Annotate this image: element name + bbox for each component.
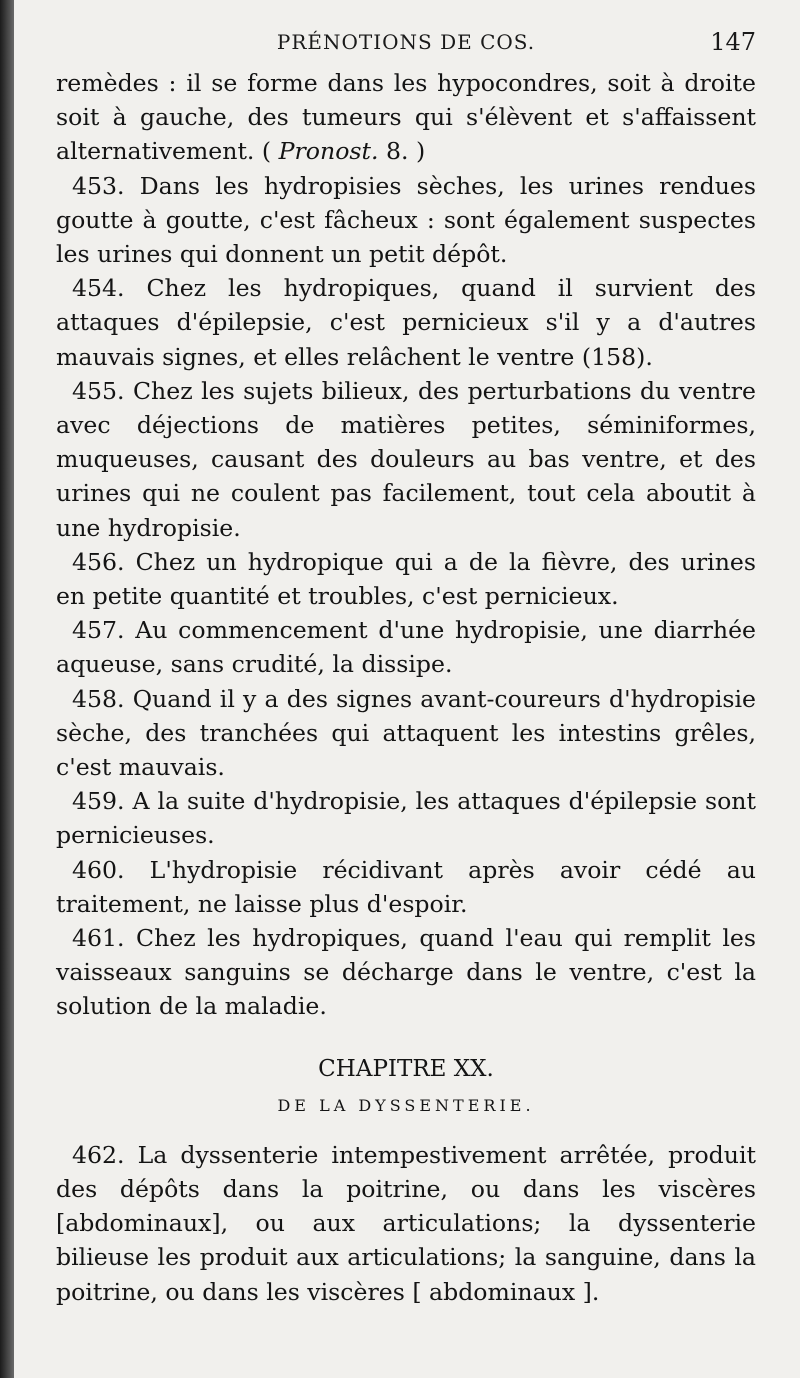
body-text (56, 66, 756, 1309)
paragraph-text: remèdes : il se forme dans les hypocondres, soit à droite soit à gauche, des tumeurs qui s'élèvent et s'affaissent alternativement. ( (56, 69, 756, 166)
paragraph-text: 8. ) (378, 137, 426, 166)
page-edge-shadow (0, 0, 14, 1378)
page-number: 147 (710, 28, 756, 56)
aphorism-462: 462. La dyssenterie intempestivement arrêtée, produit des dépôts dans la poitrine, ou dans les viscères [abdominaux], ou aux articulations; la dyssenterie bilieuse les produit aux articulations; la sanguine, dans la poitrine, ou dans les viscères [ abdominaux ]. (56, 1140, 756, 1306)
aphorism-456: 456. Chez un hydropique qui a de la fièvre, des urines en petite quantité et troubles, c'est pernicieux. (56, 547, 756, 611)
running-title: PRÉNOTIONS DE COS. (276, 30, 536, 54)
aphorism-458: 458. Quand il y a des signes avant-coureurs d'hydropisie sèche, des tranchées qui attaquent les intestins grêles, c'est mauvais. (56, 684, 756, 782)
aphorism-454: 454. Chez les hydropiques, quand il survient des attaques d'épilepsie, c'est pernicieux s'il y a d'autres mauvais signes, et elles relâchent le ventre (158). (56, 274, 756, 371)
paragraph-continuation (56, 66, 756, 169)
chapter-title: CHAPITRE XX. (318, 1055, 494, 1082)
aphorism-460: 460. L'hydropisie récidivant après avoir cédé au traitement, ne laisse plus d'espoir. (56, 855, 756, 918)
aphorism-459: 459. A la suite d'hydropisie, les attaques d'épilepsie sont pernicieuses. (56, 787, 756, 850)
aphorism-457: 457. Au commencement d'une hydropisie, une diarrhée aqueuse, sans crudité, la dissipe. (56, 616, 756, 679)
citation-italic: Pronost. (278, 137, 379, 166)
aphorism-455: 455. Chez les sujets bilieux, des perturbations du ventre avec déjections de matières petites, séminiformes, muqueuses, causant des douleurs au bas ventre, et des urines qui ne coulent pas facilement, tout cela aboutit à une hydropisie. (56, 376, 756, 542)
chapter-subtitle: DE LA DYSSENTERIE. (277, 1095, 535, 1115)
aphorism-453: 453. Dans les hydropisies sèches, les urines rendues goutte à goutte, c'est fâcheux : sont également suspectes les urines qui donnent un petit dépôt. (56, 171, 756, 269)
page-header (56, 30, 756, 64)
aphorism-461: 461. Chez les hydropiques, quand l'eau qui remplit les vaisseaux sanguins se décharge dans le ventre, c'est la solution de la maladie. (56, 924, 756, 1021)
